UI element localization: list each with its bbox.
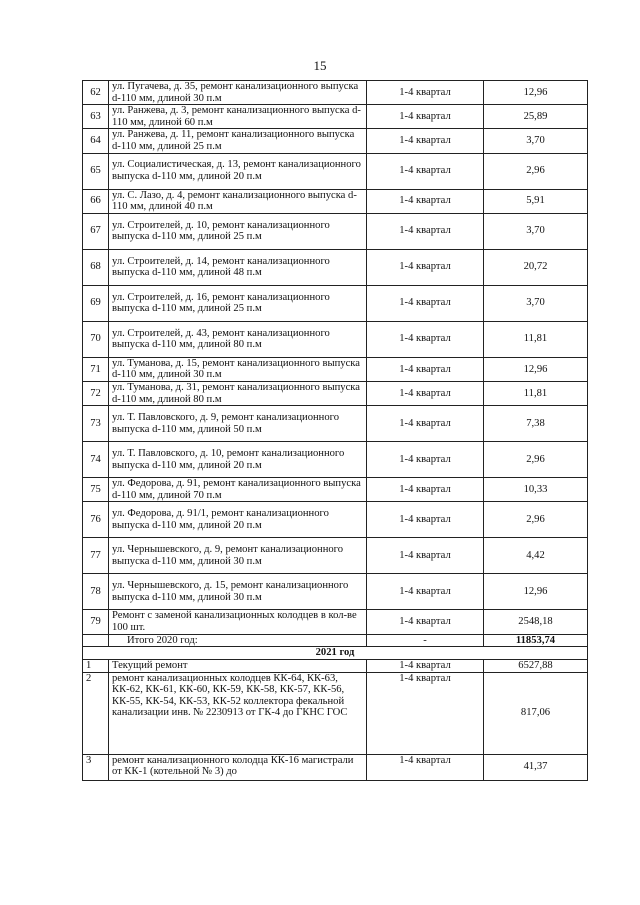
row-number: 78 [83, 574, 109, 610]
row-description: ул. С. Лазо, д. 4, ремонт канализационного выпуска d-110 мм, длиной 40 п.м [109, 189, 367, 213]
row-description: ул. Федорова, д. 91/1, ремонт канализационного выпуска d-110 мм, длиной 20 п.м [109, 502, 367, 538]
row-description: ул. Ранжева, д. 11, ремонт канализационного выпуска d-110 мм, длиной 25 п.м [109, 129, 367, 153]
row-period: 1-4 квартал [367, 321, 484, 357]
row-cost: 5,91 [484, 189, 588, 213]
row-period: 1-4 квартал [367, 189, 484, 213]
row-description: ул. Ранжева, д. 3, ремонт канализационного выпуска d-110 мм, длиной 60 п.м [109, 105, 367, 129]
table-row [83, 660, 588, 673]
row-number: 72 [83, 381, 109, 405]
row-number: 65 [83, 153, 109, 189]
row-number: 3 [83, 754, 109, 780]
year-heading: 2021 год [83, 647, 588, 660]
table-body-2021 [83, 660, 588, 781]
row-number: 79 [83, 610, 109, 634]
table-row [83, 574, 588, 610]
row-number: 2 [83, 672, 109, 754]
row-number: 62 [83, 81, 109, 105]
row-period: 1-4 квартал [367, 478, 484, 502]
row-period: 1-4 квартал [367, 672, 484, 754]
row-period: 1-4 квартал [367, 574, 484, 610]
row-description: ремонт канализационных колодцев КК-64, КК-63, КК-62, КК-61, КК-60, КК-59, КК-58, КК-57, КК-56, КК-55, КК-54, КК-53, КК-52 коллектора фекальной канализации инв. № 2230913 от ГК-4 до ГКНС ГОС [109, 672, 367, 754]
row-cost: 2,96 [484, 502, 588, 538]
row-number: 77 [83, 538, 109, 574]
row-cost: 3,70 [484, 213, 588, 249]
row-period: 1-4 квартал [367, 285, 484, 321]
table-row [83, 105, 588, 129]
row-number: 68 [83, 249, 109, 285]
row-cost: 7,38 [484, 406, 588, 442]
row-period: 1-4 квартал [367, 213, 484, 249]
row-number: 67 [83, 213, 109, 249]
table-row [83, 129, 588, 153]
table-row [83, 81, 588, 105]
total-2020 [83, 634, 588, 660]
table-row [83, 213, 588, 249]
table-row [83, 153, 588, 189]
row-description: ул. Строителей, д. 14, ремонт канализационного выпуска d-110 мм, длиной 48 п.м [109, 249, 367, 285]
row-description: ул. Туманова, д. 15, ремонт канализационного выпуска d-110 мм, длиной 30 п.м [109, 357, 367, 381]
row-cost: 2,96 [484, 153, 588, 189]
row-period: 1-4 квартал [367, 357, 484, 381]
row-number: 76 [83, 502, 109, 538]
total-period: - [367, 634, 484, 647]
row-period: 1-4 квартал [367, 442, 484, 478]
table-row [83, 357, 588, 381]
year-heading-row [83, 647, 588, 660]
row-number: 69 [83, 285, 109, 321]
row-period: 1-4 квартал [367, 538, 484, 574]
table-row [83, 610, 588, 634]
table-row [83, 321, 588, 357]
row-period: 1-4 квартал [367, 81, 484, 105]
table-body-2020 [83, 81, 588, 635]
table-row [83, 442, 588, 478]
row-description: ул. Чернышевского, д. 9, ремонт канализационного выпуска d-110 мм, длиной 30 п.м [109, 538, 367, 574]
row-description: ремонт канализационного колодца КК-16 магистрали от КК-1 (котельной № 3) до [109, 754, 367, 780]
row-number: 74 [83, 442, 109, 478]
row-number: 73 [83, 406, 109, 442]
row-description: Ремонт с заменой канализационных колодцев в кол-ве 100 шт. [109, 610, 367, 634]
row-cost: 12,96 [484, 574, 588, 610]
row-description: ул. Социалистическая, д. 13, ремонт канализационного выпуска d-110 мм, длиной 20 п.м [109, 153, 367, 189]
row-description: ул. Т. Павловского, д. 9, ремонт канализационного выпуска d-110 мм, длиной 50 п.м [109, 406, 367, 442]
row-cost: 3,70 [484, 129, 588, 153]
row-cost: 3,70 [484, 285, 588, 321]
row-period: 1-4 квартал [367, 129, 484, 153]
table-row [83, 502, 588, 538]
row-period: 1-4 квартал [367, 754, 484, 780]
total-label: Итого 2020 год: [109, 634, 367, 647]
row-cost: 12,96 [484, 81, 588, 105]
row-description: ул. Федорова, д. 91, ремонт канализационного выпуска d-110 мм, длиной 70 п.м [109, 478, 367, 502]
row-cost: 12,96 [484, 357, 588, 381]
row-period: 1-4 квартал [367, 249, 484, 285]
row-description: ул. Чернышевского, д. 15, ремонт канализационного выпуска d-110 мм, длиной 30 п.м [109, 574, 367, 610]
row-number: 1 [83, 660, 109, 673]
table-row [83, 478, 588, 502]
row-number: 63 [83, 105, 109, 129]
total-row [83, 634, 588, 647]
row-period: 1-4 квартал [367, 153, 484, 189]
row-cost: 20,72 [484, 249, 588, 285]
row-period: 1-4 квартал [367, 610, 484, 634]
row-number: 64 [83, 129, 109, 153]
row-cost: 2,96 [484, 442, 588, 478]
row-cost: 6527,88 [484, 660, 588, 673]
table-row [83, 285, 588, 321]
row-description: ул. Строителей, д. 10, ремонт канализационного выпуска d-110 мм, длиной 25 п.м [109, 213, 367, 249]
row-cost: 41,37 [484, 754, 588, 780]
row-cost: 25,89 [484, 105, 588, 129]
table-row [83, 381, 588, 405]
row-cost: 4,42 [484, 538, 588, 574]
works-table [82, 80, 588, 781]
row-number: 70 [83, 321, 109, 357]
row-description: Текущий ремонт [109, 660, 367, 673]
row-cost: 10,33 [484, 478, 588, 502]
table-row [83, 538, 588, 574]
row-description: ул. Пугачева, д. 35, ремонт канализационного выпуска d-110 мм, длиной 30 п.м [109, 81, 367, 105]
row-cost: 817,06 [484, 672, 588, 754]
row-description: ул. Строителей, д. 16, ремонт канализационного выпуска d-110 мм, длиной 25 п.м [109, 285, 367, 321]
table-row [83, 406, 588, 442]
total-num-cell [83, 634, 109, 647]
row-cost: 2548,18 [484, 610, 588, 634]
row-period: 1-4 квартал [367, 660, 484, 673]
row-description: ул. Строителей, д. 43, ремонт канализационного выпуска d-110 мм, длиной 80 п.м [109, 321, 367, 357]
row-cost: 11,81 [484, 381, 588, 405]
row-number: 71 [83, 357, 109, 381]
row-description: ул. Туманова, д. 31, ремонт канализационного выпуска d-110 мм, длиной 80 п.м [109, 381, 367, 405]
table-row [83, 672, 588, 754]
page-number: 15 [313, 58, 327, 73]
table-row [83, 249, 588, 285]
row-period: 1-4 квартал [367, 381, 484, 405]
row-number: 75 [83, 478, 109, 502]
row-period: 1-4 квартал [367, 105, 484, 129]
row-number: 66 [83, 189, 109, 213]
row-description: ул. Т. Павловского, д. 10, ремонт канализационного выпуска d-110 мм, длиной 20 п.м [109, 442, 367, 478]
row-period: 1-4 квартал [367, 502, 484, 538]
row-period: 1-4 квартал [367, 406, 484, 442]
table-row [83, 754, 588, 780]
total-cost: 11853,74 [484, 634, 588, 647]
row-cost: 11,81 [484, 321, 588, 357]
table-row [83, 189, 588, 213]
